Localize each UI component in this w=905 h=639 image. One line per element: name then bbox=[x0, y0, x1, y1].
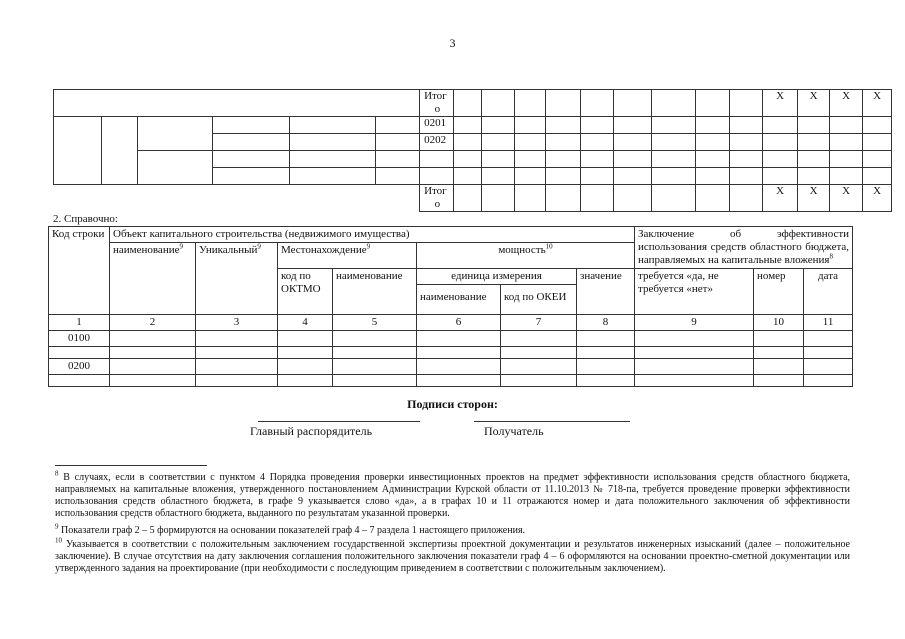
signature-line-right bbox=[474, 421, 630, 422]
col-code-header: Код строки bbox=[49, 227, 110, 315]
column-number: 2 bbox=[110, 315, 196, 331]
summary-table bbox=[53, 89, 892, 212]
row-code: 0100 bbox=[49, 331, 110, 347]
row-code: 0202 bbox=[420, 134, 454, 151]
object-group-header: Объект капитального строительства (недвижимого имущества) bbox=[110, 227, 635, 243]
x-mark: Х bbox=[798, 185, 830, 212]
itogo-label: Итог о bbox=[420, 185, 454, 212]
footnote-10: $^{10}$ Указывается в соответствии с положительным заключением государственной экспертизы проектной документации и результатов инженерных изысканий (далее – положительное заключение). В случае отсутствия на дату заключения соглашения положительного заключения показатели граф 4 – 6 оформляются на основании проектно-сметной документации или утвержденного задания на проектирование (при необходимости с последующим приведением в соответствии с положительным заключением). bbox=[55, 536, 850, 574]
column-numbers-row bbox=[49, 315, 853, 331]
x-mark: Х bbox=[763, 185, 798, 212]
column-number: 8 bbox=[577, 315, 635, 331]
column-number: 4 bbox=[278, 315, 333, 331]
x-mark: Х bbox=[763, 90, 798, 117]
signature-label-left: Главный распорядитель bbox=[250, 424, 373, 438]
date-header: дата bbox=[804, 269, 853, 315]
required-header: требуется «да, не требуется «нет» bbox=[635, 269, 754, 315]
x-mark: Х bbox=[863, 185, 892, 212]
table-row bbox=[49, 375, 853, 387]
oktmo-header: код по ОКТМО bbox=[278, 269, 333, 315]
power-header: мощность$^{10}$ bbox=[417, 243, 635, 269]
location-header: Местонахождение$^9$ bbox=[278, 243, 417, 269]
conclusion-header: Заключение об эффективности использования средств областного бюджета, направляемых на капитальные вложения$^8$ bbox=[635, 227, 853, 269]
itogo-label: Итог о bbox=[420, 90, 454, 117]
x-mark: Х bbox=[830, 185, 863, 212]
column-number: 3 bbox=[196, 315, 278, 331]
column-number: 7 bbox=[501, 315, 577, 331]
unit-name-header: наименование bbox=[417, 285, 501, 315]
table-row bbox=[54, 151, 892, 168]
name-header: наименование$^9$ bbox=[110, 243, 196, 315]
column-number: 6 bbox=[417, 315, 501, 331]
signature-label-right: Получатель bbox=[484, 424, 544, 438]
section-title: 2. Справочно: bbox=[53, 213, 118, 225]
x-mark: Х bbox=[863, 90, 892, 117]
unique-header: Уникальный$^9$ bbox=[196, 243, 278, 315]
unit-header: единица измерения bbox=[417, 269, 577, 285]
table-row bbox=[49, 347, 853, 359]
column-number: 1 bbox=[49, 315, 110, 331]
location-name-header: наименование bbox=[333, 269, 417, 315]
column-number: 11 bbox=[804, 315, 853, 331]
footnote-9: $^9$ Показатели граф 2 – 5 формируются на основании показателей граф 4 – 7 раздела 1 настоящего приложения. bbox=[55, 522, 526, 536]
x-mark: Х bbox=[798, 90, 830, 117]
table-row bbox=[49, 331, 853, 347]
footnote-8: $^8$ В случаях, если в соответствии с пунктом 4 Порядка проведения проверки инвестиционных проектов на предмет эффективности использования средств областного бюджета, направляемых на капитальные вложения, утвержденного постановлением Администрации Курской области от 11.10.2013 № 718-па, требуется проведение проверки эффективности использования средств областного бюджета, в графе 9 указывается слово «да», а в графах 10 и 11 отражаются номер и дата положительного заключения об эффективности использования средств областного бюджета, выданного по результатам указанной проверки. bbox=[55, 469, 851, 519]
x-mark: Х bbox=[830, 90, 863, 117]
column-number: 5 bbox=[333, 315, 417, 331]
row-code: 0200 bbox=[49, 359, 110, 375]
reference-table bbox=[48, 226, 853, 387]
value-header: значение bbox=[577, 269, 635, 315]
signature-line-left bbox=[258, 421, 420, 422]
page-number: 3 bbox=[449, 36, 456, 50]
row-code: 0201 bbox=[420, 117, 454, 134]
signatures-title: Подписи сторон: bbox=[407, 397, 498, 411]
number-header: номер bbox=[754, 269, 804, 315]
header-row bbox=[49, 227, 853, 243]
table-row bbox=[49, 359, 853, 375]
table-row bbox=[54, 117, 892, 134]
column-number: 9 bbox=[635, 315, 754, 331]
okei-header: код по ОКЕИ bbox=[501, 285, 577, 315]
column-number: 10 bbox=[754, 315, 804, 331]
footnote-separator bbox=[55, 465, 207, 466]
